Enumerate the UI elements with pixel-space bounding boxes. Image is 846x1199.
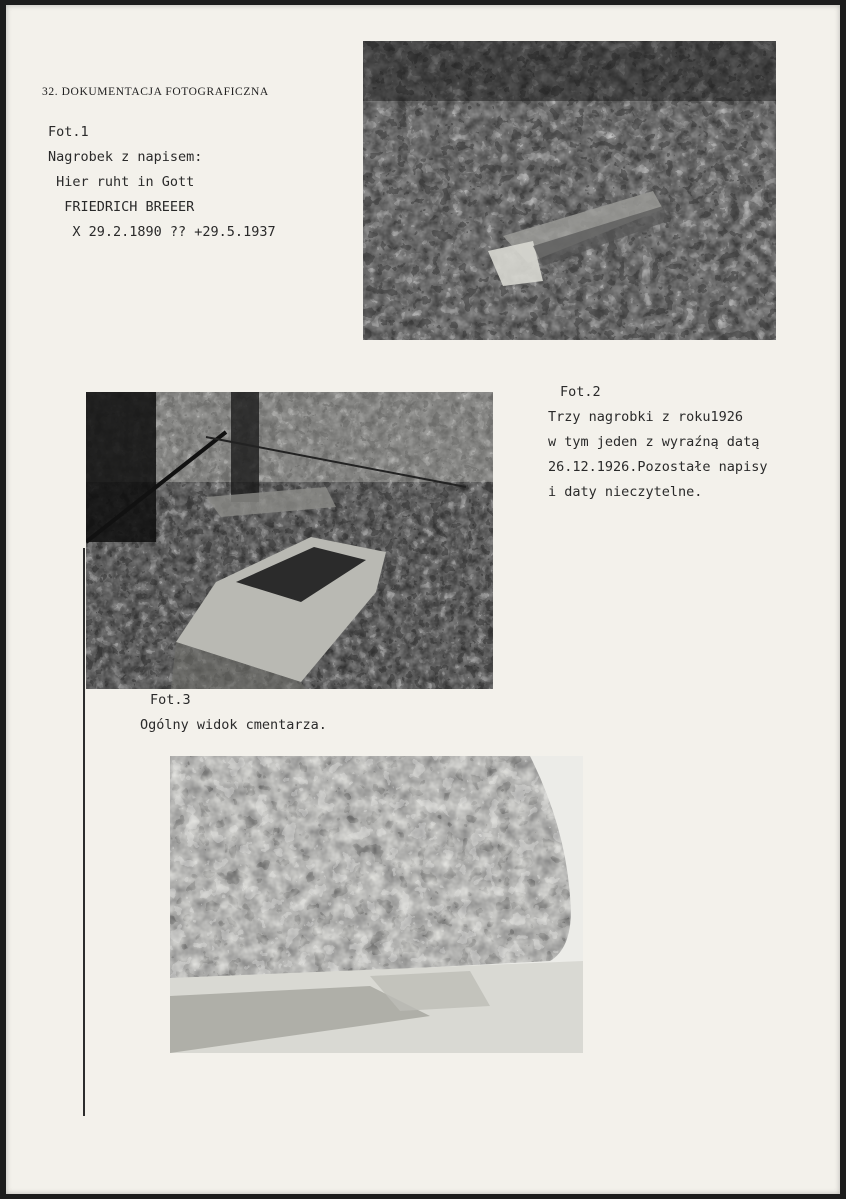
photo-fot3-cemetery-view: [170, 756, 583, 1053]
fot2-line: w tym jeden z wyraźną datą: [548, 434, 760, 450]
fot3-title: Fot.3: [150, 692, 191, 708]
fot2-line: i daty nieczytelne.: [548, 484, 703, 500]
margin-rule: [83, 548, 85, 1116]
photo-fot1-grave: [363, 41, 776, 340]
photo-fot2-graves: [86, 392, 493, 689]
fot1-line: Hier ruht in Gott: [48, 174, 195, 190]
fot3-line: Ogólny widok cmentarza.: [140, 717, 327, 733]
fot2-line: 26.12.1926.Pozostałe napisy: [548, 459, 768, 475]
page-heading: 32. DOKUMENTACJA FOTOGRAFICZNA: [42, 86, 269, 98]
fot3-caption: [140, 688, 327, 738]
fot2-line: Trzy nagrobki z roku1926: [548, 409, 744, 425]
fot1-title: Fot.1: [48, 124, 89, 140]
fot2-caption: [548, 380, 767, 505]
fot1-line: Nagrobek z napisem:: [48, 149, 203, 165]
fot1-line: FRIEDRICH BREEER: [48, 199, 195, 215]
fot1-line: X 29.2.1890 ?? +29.5.1937: [48, 224, 276, 240]
fot1-caption: [48, 120, 276, 245]
fot2-title: Fot.2: [560, 384, 601, 400]
